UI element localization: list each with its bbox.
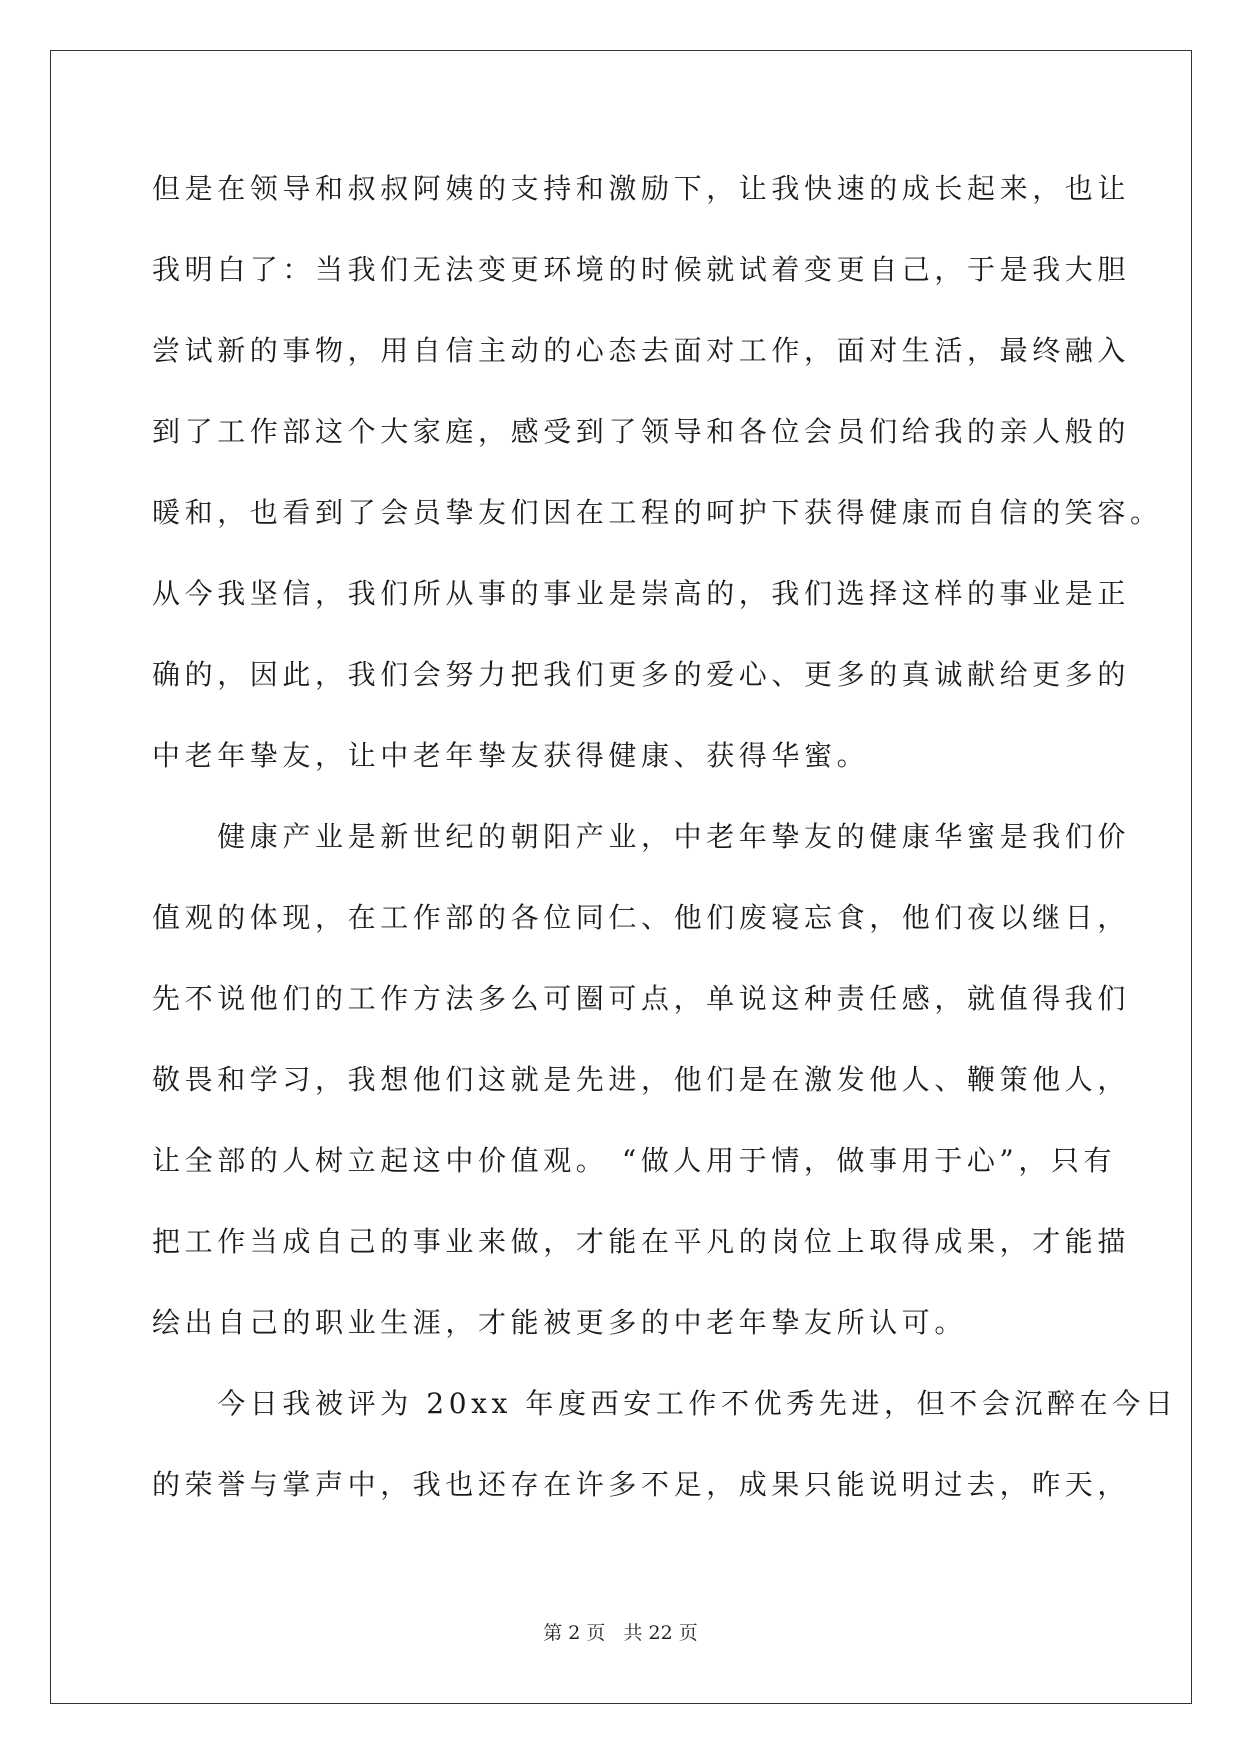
text-line: 敬畏和学习，我想他们这就是先进，他们是在激发他人、鞭策他人， [152, 1063, 1131, 1096]
text-line: 尝试新的事物，用自信主动的心态去面对工作，面对生活，最终融入 [152, 334, 1131, 367]
document-body [152, 148, 1178, 1525]
text-line: 绘出自己的职业生涯，才能被更多的中老年挚友所认可。 [152, 1306, 968, 1339]
text-line: 值观的体现，在工作部的各位同仁、他们废寝忘食，他们夜以继日， [152, 901, 1131, 934]
page-total: 共 22 页 [623, 1622, 698, 1644]
text-line: 从今我坚信，我们所从事的事业是崇高的，我们选择这样的事业是正 [152, 577, 1131, 610]
page-footer [0, 1618, 1241, 1645]
text-line: 但是在领导和叔叔阿姨的支持和激励下，让我快速的成长起来，也让 [152, 172, 1131, 205]
page-number: 第 2 页 [543, 1622, 606, 1644]
text-line: 健康产业是新世纪的朝阳产业，中老年挚友的健康华蜜是我们价 [152, 820, 1131, 853]
text-line: 把工作当成自己的事业来做，才能在平凡的岗位上取得成果，才能描 [152, 1225, 1131, 1258]
text-line: 的荣誉与掌声中，我也还存在许多不足，成果只能说明过去，昨天， [152, 1468, 1131, 1501]
text-line: 先不说他们的工作方法多么可圈可点，单说这种责任感，就值得我们 [152, 982, 1131, 1015]
text-line: 让全部的人树立起这中价值观。 “做人用于情，做事用于心”，只有 [152, 1144, 1117, 1177]
text-line: 我明白了：当我们无法变更环境的时候就试着变更自己，于是我大胆 [152, 253, 1131, 286]
text-line: 确的，因此，我们会努力把我们更多的爱心、更多的真诚献给更多的 [152, 658, 1131, 691]
text-line: 暖和，也看到了会员挚友们因在工程的呵护下获得健康而自信的笑容。 [152, 496, 1163, 529]
text-line: 中老年挚友，让中老年挚友获得健康、获得华蜜。 [152, 739, 870, 772]
text-line: 今日我被评为 20xx 年度西安工作不优秀先进，但不会沉醉在今日 [152, 1387, 1178, 1420]
text-line: 到了工作部这个大家庭，感受到了领导和各位会员们给我的亲人般的 [152, 415, 1131, 448]
